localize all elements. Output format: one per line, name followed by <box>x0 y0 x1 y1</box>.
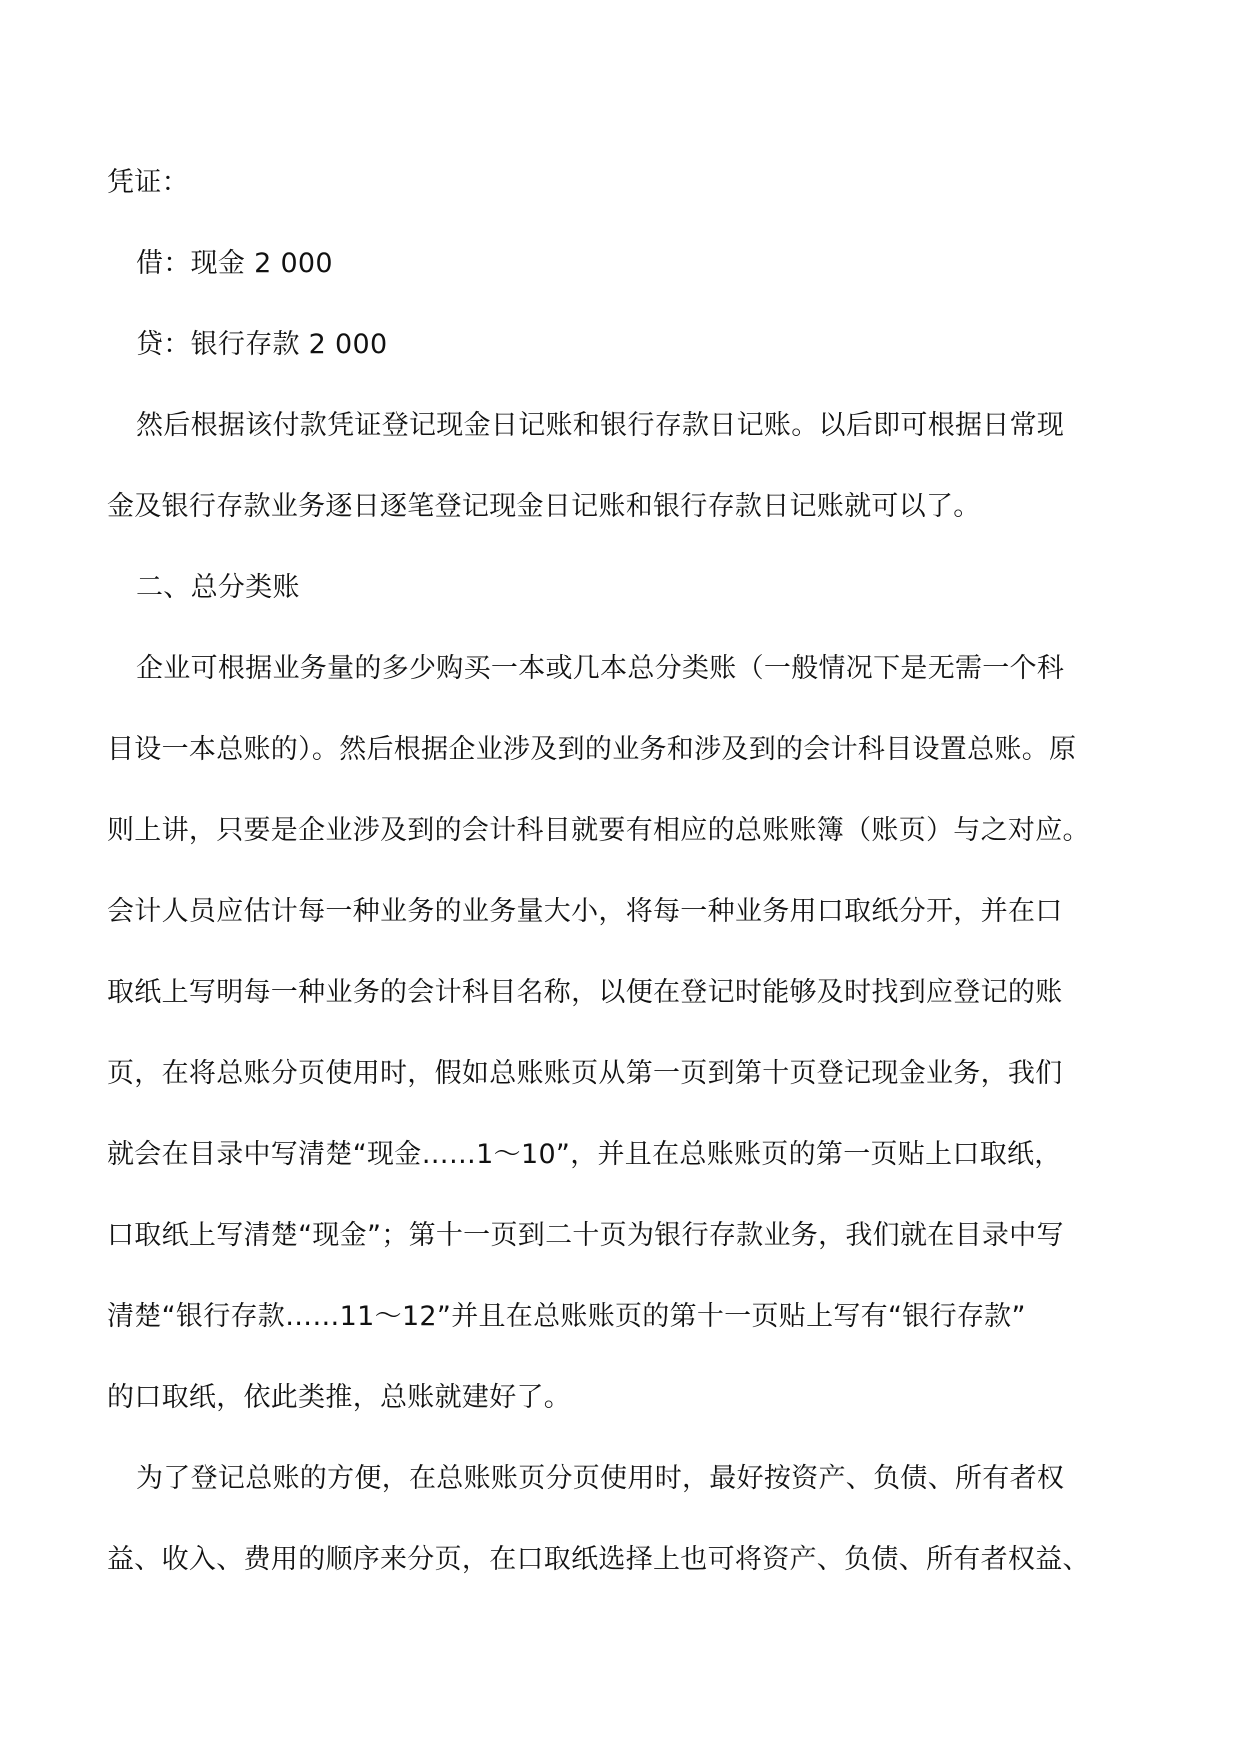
section-heading: 二、总分类账 <box>136 572 300 603</box>
text-line: 口取纸上写清楚“现金”；第十一页到二十页为银行存款业务，我们就在目录中写 <box>107 1220 1064 1251</box>
text-line: 的口取纸，依此类推，总账就建好了。 <box>107 1382 572 1413</box>
text-line: 凭证： <box>107 167 189 198</box>
text-line: 益、收入、费用的顺序来分页，在口取纸选择上也可将资产、负债、所有者权益、 <box>107 1544 1090 1575</box>
text-line: 为了登记总账的方便，在总账账页分页使用时，最好按资产、负债、所有者权 <box>136 1463 1065 1494</box>
text-line: 清楚“银行存款……11～12”并且在总账账页的第十一页贴上写有“银行存款” <box>107 1301 1026 1332</box>
text-line: 然后根据该付款凭证登记现金日记账和银行存款日记账。以后即可根据日常现 <box>136 410 1065 441</box>
text-line: 目设一本总账的）。然后根据企业涉及到的业务和涉及到的会计科目设置总账。原 <box>107 734 1077 765</box>
text-line: 贷：银行存款 2 000 <box>136 329 388 360</box>
document-page <box>107 168 1137 1585</box>
text-line: 金及银行存款业务逐日逐笔登记现金日记账和银行存款日记账就可以了。 <box>107 491 981 522</box>
text-line: 则上讲，只要是企业涉及到的会计科目就要有相应的总账账簿（账页）与之对应。 <box>107 815 1090 846</box>
text-line: 会计人员应估计每一种业务的业务量大小，将每一种业务用口取纸分开，并在口 <box>107 896 1063 927</box>
text-line: 企业可根据业务量的多少购买一本或几本总分类账（一般情况下是无需一个科 <box>136 653 1065 684</box>
text-line: 页，在将总账分页使用时，假如总账账页从第一页到第十页登记现金业务，我们 <box>107 1058 1063 1089</box>
text-line: 借：现金 2 000 <box>136 248 333 279</box>
text-line: 就会在目录中写清楚“现金……1～10”，并且在总账账页的第一页贴上口取纸， <box>107 1139 1062 1170</box>
text-line: 取纸上写明每一种业务的会计科目名称，以便在登记时能够及时找到应登记的账 <box>107 977 1063 1008</box>
